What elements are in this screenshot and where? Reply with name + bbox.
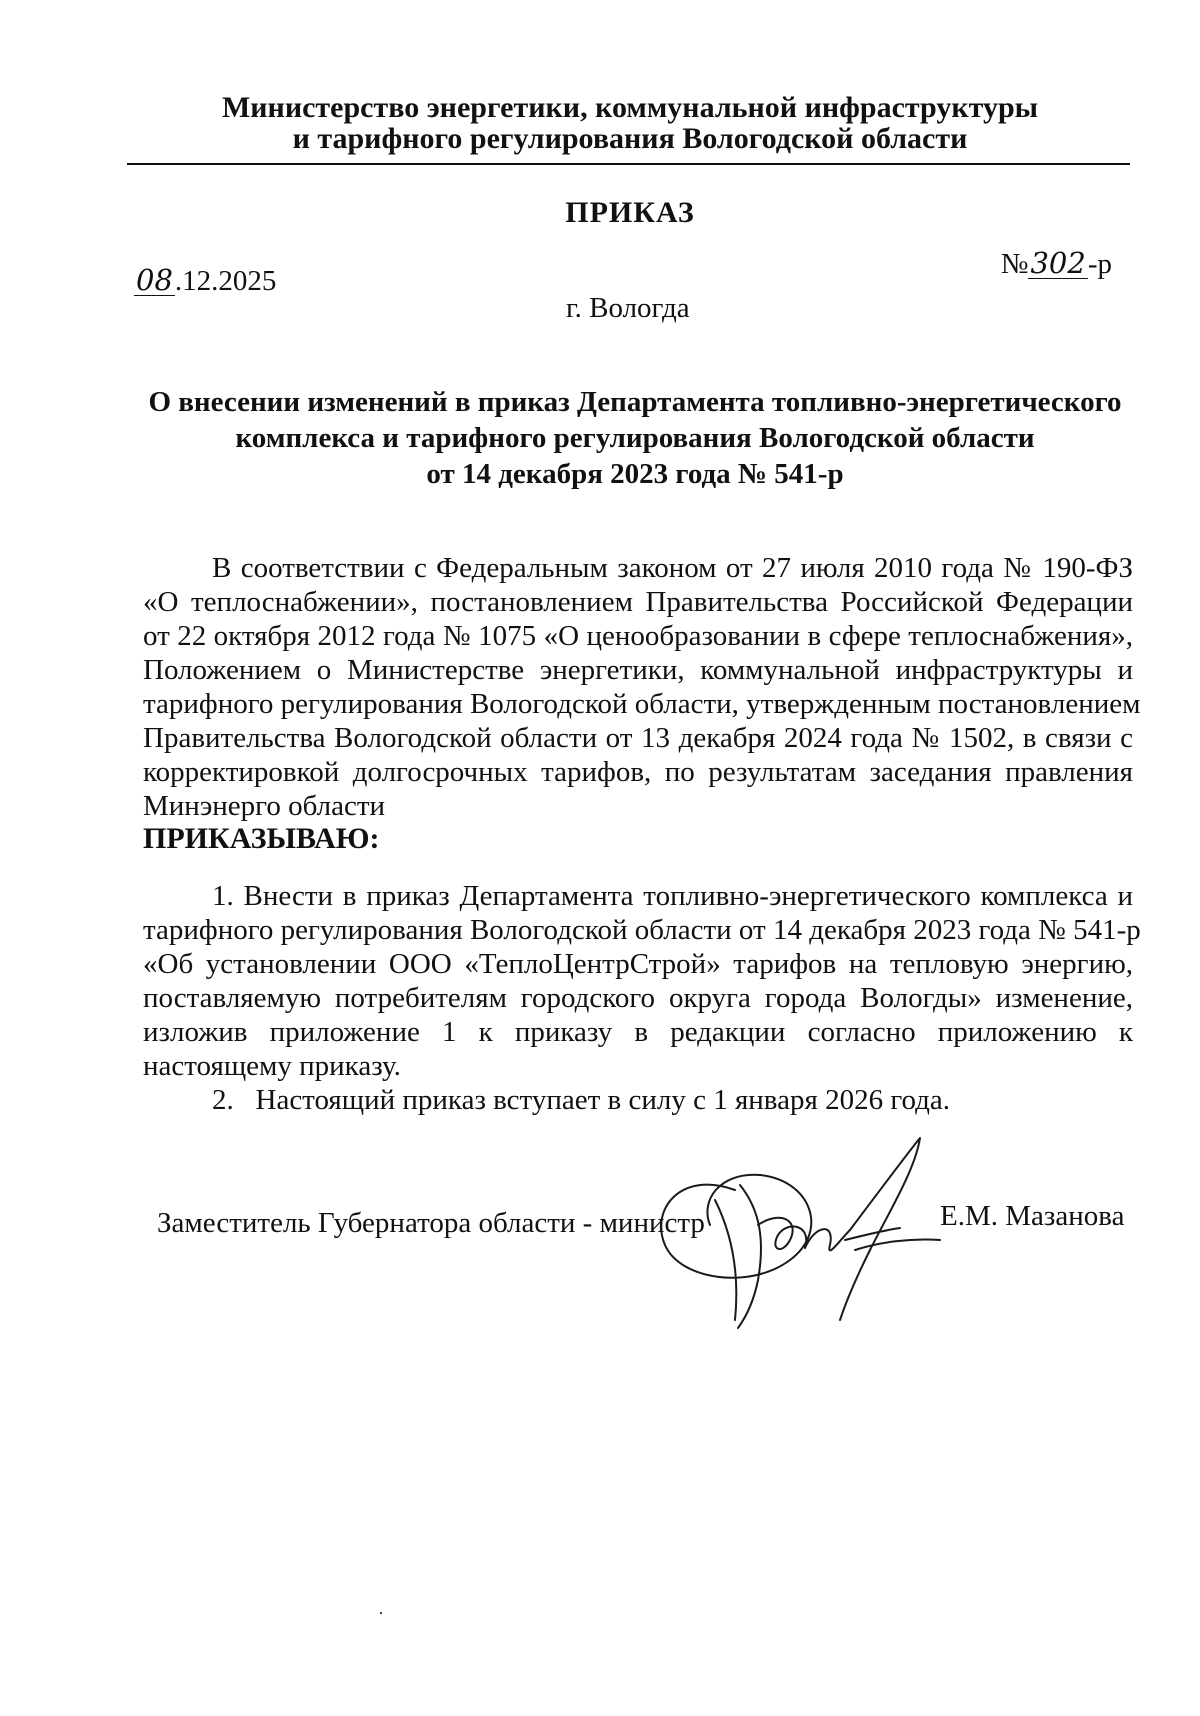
- date-month-year: .12.2025: [174, 265, 277, 297]
- preamble-line: от 22 октября 2012 года № 1075 «О ценообразовании в сфере теплоснабжения»,: [143, 620, 1133, 652]
- number-suffix: -р: [1087, 248, 1112, 280]
- ministry-name-line1: Министерство энергетики, коммунальной инфраструктуры: [221, 91, 1039, 124]
- city: г. Вологда: [566, 292, 690, 324]
- signatory-name: Е.М. Мазанова: [940, 1200, 1125, 1232]
- item1-line: настоящему приказу.: [143, 1050, 401, 1082]
- order-date: [134, 265, 276, 298]
- item1-line: 1. Внести в приказ Департамента топливно-энергетического комплекса и: [212, 880, 1133, 912]
- order-title-line3: от 14 декабря 2023 года № 541-р: [426, 458, 844, 490]
- scan-speck: [380, 1612, 382, 1614]
- order-number: [1001, 248, 1112, 281]
- document-type-heading: ПРИКАЗ: [565, 196, 695, 229]
- handwritten-signature: [640, 1130, 970, 1330]
- item1-line: поставляемую потребителям городского округа города Вологды» изменение,: [143, 982, 1133, 1014]
- order-title-line2: комплекса и тарифного регулирования Вологодской области: [235, 422, 1035, 454]
- date-day-handwritten: 08: [136, 263, 173, 297]
- order-directive-word: ПРИКАЗЫВАЮ:: [143, 822, 380, 855]
- item2-line: 2. Настоящий приказ вступает в силу с 1 января 2026 года.: [212, 1084, 951, 1116]
- order-title-line1: О внесении изменений в приказ Департамента топливно-энергетического: [148, 386, 1122, 418]
- header-divider: [127, 163, 1130, 165]
- preamble-line: Правительства Вологодской области от 13 декабря 2024 года № 1502, в связи с: [143, 722, 1133, 754]
- item1-line: изложив приложение 1 к приказу в редакции согласно приложению к: [143, 1016, 1133, 1048]
- preamble-line: корректировкой долгосрочных тарифов, по результатам заседания правления: [143, 756, 1133, 788]
- number-handwritten: 302: [1030, 246, 1086, 280]
- preamble-line: тарифного регулирования Вологодской области, утвержденным постановлением: [143, 688, 1141, 720]
- preamble-line: «О теплоснабжении», постановлением Правительства Российской Федерации: [143, 586, 1133, 618]
- signatory-position: Заместитель Губернатора области - министр: [157, 1207, 705, 1239]
- ministry-name-line2: и тарифного регулирования Вологодской области: [292, 122, 968, 155]
- preamble-line: Положением о Министерстве энергетики, коммунальной инфраструктуры и: [143, 654, 1133, 686]
- preamble-line: В соответствии с Федеральным законом от 27 июля 2010 года № 190-ФЗ: [212, 552, 1133, 584]
- preamble-line: Минэнерго области: [143, 790, 386, 822]
- number-sign: №: [1000, 248, 1029, 280]
- item1-line: «Об установлении ООО «ТеплоЦентрСтрой» тарифов на тепловую энергию,: [143, 948, 1133, 980]
- item1-line: тарифного регулирования Вологодской области от 14 декабря 2023 года № 541-р: [143, 914, 1141, 946]
